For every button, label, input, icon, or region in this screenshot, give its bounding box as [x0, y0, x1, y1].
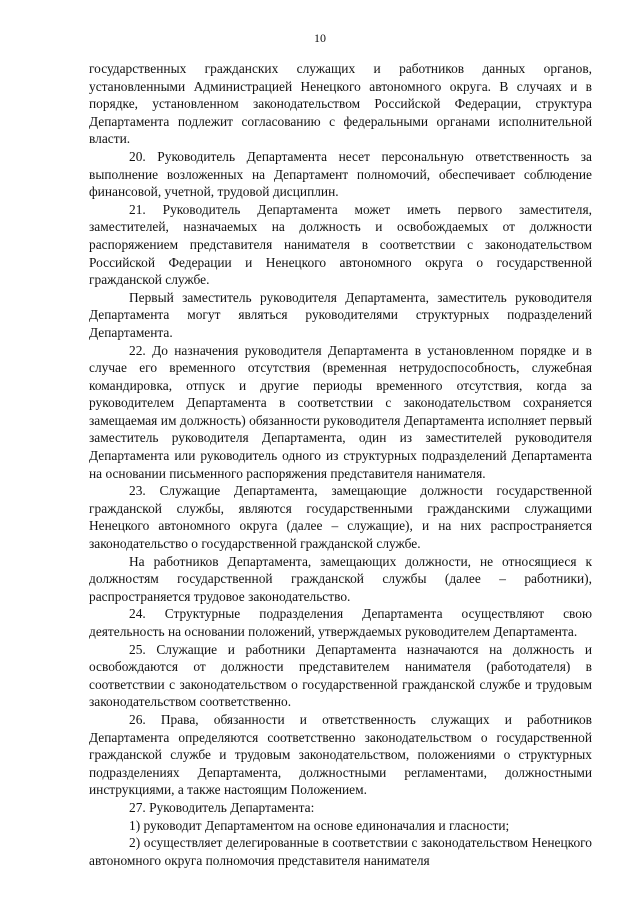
paragraph-23: 23. Служащие Департамента, замещающие должности государственной гражданской службы, являются государственными гражданскими служащими Ненецкого автономного округа (далее – служащие), и на них распространяется законодательство о государственной гражданской службе. [89, 483, 592, 552]
paragraph-20: 20. Руководитель Департамента несет персональную ответственность за выполнение возложенных на Департамент полномочий, обеспечивает соблюдение финансовой, учетной, трудовой дисциплин. [89, 148, 592, 200]
paragraph-21: 21. Руководитель Департамента может иметь первого заместителя, заместителей, назначаемых на должность и освобождаемых от должности распоряжением представителя нанимателя в соответствии с законодательством Российской Федерации и Ненецкого автономного округа о государственной гражданской службе. [89, 201, 592, 288]
list-item-2: 2) осуществляет делегированные в соответствии с законодательством Ненецкого автономного округа полномочия представителя нанимателя [89, 835, 592, 868]
document-body [89, 60, 592, 869]
paragraph-structure-approval: государственных гражданских служащих и работников данных органов, установленными Администрацией Ненецкого автономного округа. В случаях и в порядке, установленном законодательством Российской Федерации, структура Департамента подлежит согласованию с федеральными органами исполнительной власти. [89, 61, 592, 147]
paragraph-26: 26. Права, обязанности и ответственность служащих и работников Департамента определяются соответственно законодательством о государственной гражданской службе и трудовым законодательством, положениями о структурных подразделениях Департамента, должностными регламентами, должностными инструкциями, а также настоящим Положением. [89, 711, 592, 798]
paragraph-24: 24. Структурные подразделения Департамента осуществляют свою деятельность на основании положений, утверждаемых руководителем Департамента. [89, 606, 592, 639]
paragraph-27: 27. Руководитель Департамента: [129, 799, 315, 815]
paragraph-22: 22. До назначения руководителя Департамента в установленном порядке и в случае его временного отсутствия (временная нетрудоспособность, служебная командировка, отпуск и другие периоды временного отсутствия, когда за руководителем Департамента в соответствии с законодательством сохраняется замещаемая им должность) обязанности руководителя Департамента исполняет первый заместитель руководителя Департамента, один из заместителей руководителя Департамента или руководитель одного из структурных подразделений Департамента на основании письменного распоряжения представителя нанимателя. [89, 342, 592, 481]
paragraph-workers: На работников Департамента, замещающих должности, не относящиеся к должностям государственной гражданской службы (далее – работники), распространяется трудовое законодательство. [89, 553, 592, 604]
page-number: 10 [314, 31, 326, 45]
list-item-1: 1) руководит Департаментом на основе единоначалия и гласности; [129, 817, 510, 833]
paragraph-25: 25. Служащие и работники Департамента назначаются на должность и освобождаются от должности представителем нанимателя (работодателя) в соответствии с законодательством о государственной гражданской службе и трудовым законодательством соответственно. [89, 641, 592, 710]
paragraph-deputies-heads: Первый заместитель руководителя Департамента, заместитель руководителя Департамента могут являться руководителями структурных подразделений Департамента. [89, 289, 592, 340]
